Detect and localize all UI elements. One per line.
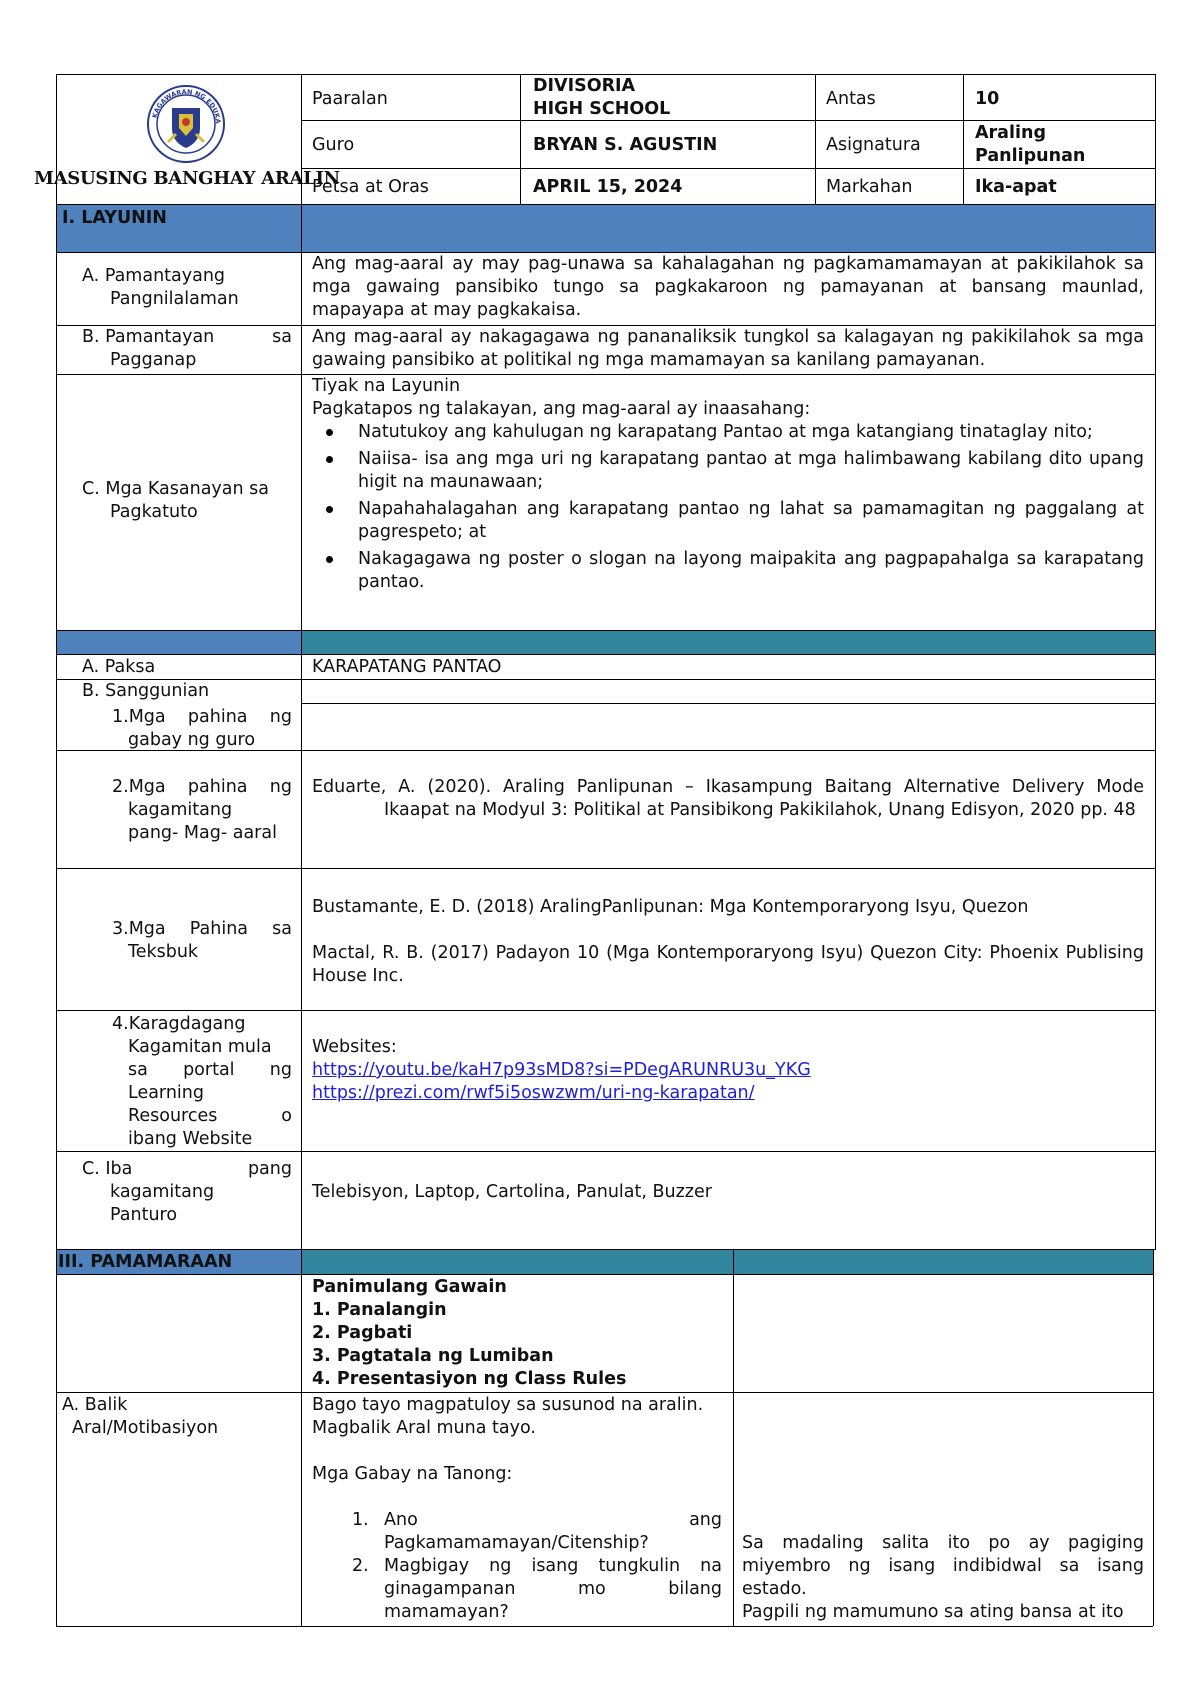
label-pamantayang-pangnilalaman: A. Pamantayang Pangnilalaman [82, 266, 239, 309]
table-border [56, 1274, 1153, 1275]
table-border [56, 204, 1155, 205]
layunin-item: Nakagagawa ng poster o slogan na layong maipakita ang pagpapahalga sa karapatang pantao. [312, 548, 1144, 594]
layunin-item: Naiisa- isa ang mga uri ng karapatang pantao at mga halimbawang kabilang dito upang higit na maunawaan; [312, 448, 1144, 494]
value-paksa: KARAPATANG PANTAO [312, 657, 502, 677]
tanong-item: 2. Magbigay ng isang tungkulin na ginagampanan mo bilang mamamayan? [352, 1556, 722, 1622]
table-border [56, 1392, 1153, 1393]
section-layunin-title: I. LAYUNIN [62, 208, 167, 228]
label-teksbuk: 3.Mga Pahina sa Teksbuk [112, 919, 292, 962]
table-border [1153, 1250, 1154, 1626]
table-border [56, 1151, 1155, 1152]
label-paaralan: Paaralan [312, 89, 388, 109]
value-asignatura: Araling Panlipunan [975, 123, 1086, 166]
table-border [301, 168, 1155, 169]
label-guro: Guro [312, 135, 355, 155]
text-pamantayan-sa-pagganap: Ang mag-aaral ay nakagagawa ng pananaliksik tungkol sa kalagayan ng pakikilahok sa mga gawaing pansibiko at politikal ng mga mamamayan sa kanilang pamayanan. [312, 327, 1144, 370]
label-gabay-ng-guro: 1.Mga pahina ng gabay ng guro [112, 707, 292, 750]
tiyak-na-layunin: Tiyak na Layunin [312, 376, 461, 396]
layunin-item: Napahahalagahan ang karapatang pantao ng lahat sa pamamagitan ng paggalang at pagrespeto; at [312, 498, 1144, 544]
table-border [301, 703, 1155, 704]
value-antas: 10 [975, 89, 1000, 109]
kasanayan-content [312, 375, 1144, 594]
section-nilalaman-header-right [301, 630, 1155, 654]
value-markahan: Ika-apat [975, 177, 1057, 197]
table-border [56, 374, 1155, 375]
label-antas: Antas [826, 89, 876, 109]
youtube-link[interactable]: https://youtu.be/kaH7p93sMD8?si=PDegARUNRU3u_YKG [312, 1060, 811, 1080]
label-sanggunian: B. Sanggunian [82, 681, 210, 701]
value-petsa: APRIL 15, 2024 [533, 177, 683, 197]
gabay-na-tanong-list [312, 1509, 722, 1624]
table-border [56, 1249, 1155, 1250]
banner-title: MASUSING BANGHAY ARALIN [34, 168, 340, 189]
ref-kagamitang-mag-aaral: Eduarte, A. (2020). Araling Panlipunan – Ikasampung Baitang Alternative Delivery Mode Ikaapat na Modyul 3: Politikal at Pansibikong Pakikilahok, Unang Edisyon, 2020 pp. 48 [312, 777, 1144, 820]
value-iba-pang-kagamitan: Telebisyon, Laptop, Cartolina, Panulat, Buzzer [312, 1182, 712, 1202]
table-border [815, 74, 816, 204]
table-border [56, 74, 1155, 75]
table-border [56, 74, 57, 1626]
label-markahan: Markahan [826, 177, 913, 197]
section-layunin-header [56, 204, 1155, 252]
table-border [56, 630, 1155, 631]
label-iba-pang-kagamitan: C. Iba pang kagamitang Panturo [82, 1159, 292, 1225]
table-border [963, 74, 964, 204]
table-border [1155, 74, 1156, 1250]
table-border [520, 74, 521, 204]
section-pamamaraan-header-right [301, 1250, 1153, 1274]
section-pamamaraan-title: III. PAMAMARAAN [58, 1252, 233, 1272]
table-border [56, 325, 1155, 326]
value-guro: BRYAN S. AGUSTIN [533, 135, 718, 155]
label-paksa: A. Paksa [82, 657, 156, 677]
label-asignatura: Asignatura [826, 135, 921, 155]
table-border [301, 74, 302, 1626]
deped-seal-logo [146, 84, 226, 164]
prezi-link[interactable]: https://prezi.com/rwf5i5oswzwm/uri-ng-karapatan/ [312, 1083, 755, 1103]
label-kasanayan-sa-pagkatuto: C. Mga Kasanayan sa Pagkatuto [82, 479, 269, 522]
balik-aral-content: Bago tayo magpatuloy sa susunod na aralin. Magbalik Aral muna tayo. Mga Gabay na Tanong: 1. Ano ang Pagkamamamayan/Citenship? 2. Magbigay ng isang tungkulin na ginagampanan mo bilang mamamayan? [312, 1395, 722, 1622]
label-pamantayan-sa-pagganap: B. Pamantayan sa Pagganap [82, 327, 292, 370]
label-karagdagang-kagamitan: 4.Karagdagang Kagamitan mula sa portal ng Learning Resources o ibang Website [112, 1014, 292, 1149]
label-kagamitang-mag-aaral: 2.Mga pahina ng kagamitang pang- Mag- aaral [112, 777, 292, 843]
table-border [56, 654, 1155, 655]
table-border [56, 679, 1155, 680]
svg-text:KAGAWARAN NG EDUKASYON: KAGAWARAN NG EDUKA [150, 87, 223, 124]
section-nilalaman-header-left [56, 630, 301, 654]
table-border [56, 1010, 1155, 1011]
table-border [733, 1250, 734, 1626]
label-balik-aral: A. Balik Aral/Motibasiyon [62, 1395, 219, 1438]
table-border [56, 252, 1155, 253]
text-pamantayang-pangnilalaman: Ang mag-aaral ay may pag-unawa sa kahalagahan ng pagkamamamayan at pakikilahok sa mga gawaing pansibiko tungo sa pagkakaroon ng pamayanan at bansang maunlad, mapayapa at may pagkakaisa. [312, 254, 1144, 320]
layunin-list [312, 421, 1144, 594]
layunin-intro: Pagkatapos ng talakayan, ang mag-aaral ay inaasahang: [312, 399, 811, 419]
label-petsa: Petsa at Oras [312, 177, 429, 197]
table-border [56, 868, 1155, 869]
table-border [56, 750, 1155, 751]
table-border [301, 120, 1155, 121]
panimulang-gawain: Panimulang Gawain 1. Panalangin 2. Pagbati 3. Pagtatala ng Lumiban 4. Presentasiyon ng Class Rules [312, 1277, 627, 1389]
ref-teksbuk: Bustamante, E. D. (2018) AralingPanlipunan: Mga Kontemporaryong Isyu, Quezon Mactal, R. B. (2017) Padayon 10 (Mga Kontemporaryong Isyu) Quezon City: Phoenix Publising House Inc. [312, 897, 1144, 986]
websites-block: Websites: https://youtu.be/kaH7p93sMD8?si=PDegARUNRU3u_YKG https://prezi.com/rwf5i5oswzwm/uri-ng-karapatan/ [312, 1036, 1144, 1105]
tanong-item: 1. Ano ang Pagkamamamayan/Citenship? [352, 1510, 722, 1553]
layunin-item: Natutukoy ang kahulugan ng karapatang Pantao at mga katangiang tinataglay nito; [312, 421, 1144, 444]
value-paaralan: DIVISORIA HIGH SCHOOL [533, 76, 671, 119]
balik-aral-sagot: Sa madaling salita ito po ay pagiging miyembro ng isang indibidwal sa isang estado. Pagpili ng mamumuno sa ating bansa at ito [742, 1533, 1144, 1622]
table-border [56, 1626, 1153, 1627]
